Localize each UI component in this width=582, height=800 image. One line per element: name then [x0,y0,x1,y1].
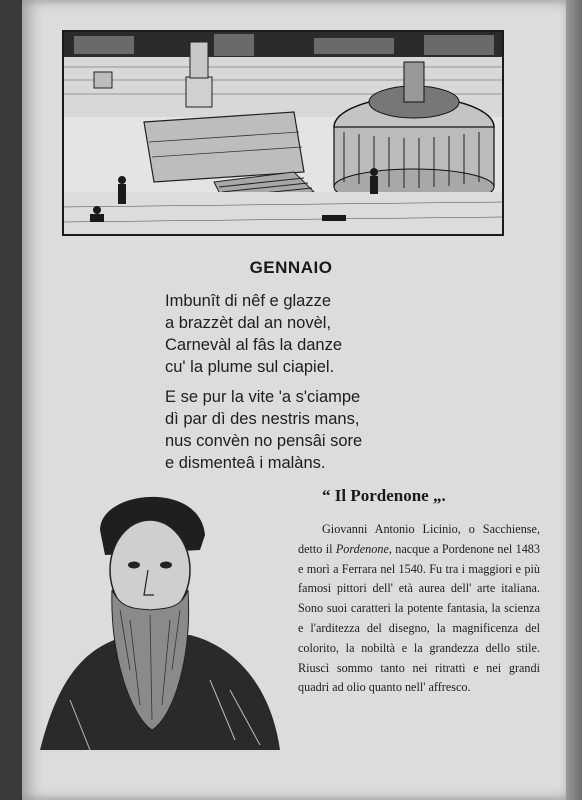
poem-line: Carnevàl al fâs la danze [165,336,343,354]
portrait-drawing [30,470,285,770]
poem-line: cu' la plume sul ciapiel. [165,358,335,376]
bio-text-italic: Pordenone, [335,541,392,556]
poem-line: e dismenteâ i malàns. [165,454,326,472]
piazza-drawing [64,32,502,234]
poem [165,290,465,482]
bio-text-part2: nacque a Pordenone nel 1483 e morì a Ferrara nel 1540. Fu tra i maggiori e più famosi pittori dell' età aurea dell' arte italiana. Sono suoi caratteri la potente fantasia, la scienza e l'arditezza del disegno, la magnificenza del colorito, la nobiltà e la grandezza dello stile. Riuscì sommo tanto nei ritratti e nei grandi quadri ad olio quanto nell' affresco. [298,541,540,695]
section-title: “ Il Pordenone „. [322,486,446,505]
poem-line: E se pur la vite 'a s'ciampe [165,388,361,406]
poem-line: dì par dì des nestris mans, [165,410,360,428]
bio-text-part1: Giovanni Antonio Licinio, o Sacchiense, detto il [298,522,540,556]
month-title: GENNAIO [249,258,333,277]
poem-line: Imbunît di nêf e glazze [165,292,332,310]
piazza-illustration [62,30,504,236]
poem-line: nus convèn no pensâi sore [165,432,363,450]
poem-stanza-1 [165,290,465,378]
poem-stanza-2 [165,386,465,474]
poem-line: a brazzèt dal an novèl, [165,314,332,332]
biography-text [298,520,540,698]
pordenone-portrait [30,470,285,770]
book-edge [566,0,582,800]
